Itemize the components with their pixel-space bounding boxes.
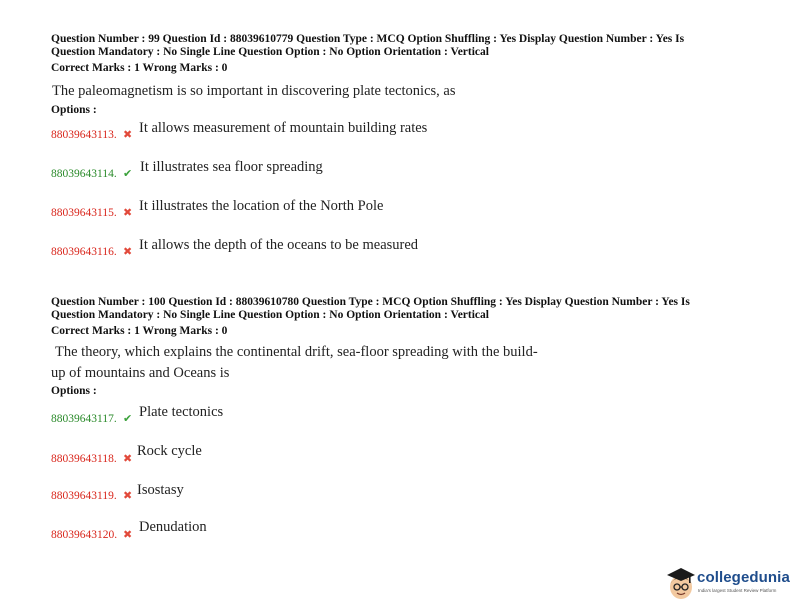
graduate-mascot-icon	[667, 568, 695, 599]
option-text: Plate tectonics	[139, 404, 224, 420]
marks-line: Correct Marks : 1 Wrong Marks : 0	[51, 62, 228, 74]
question-meta-line: Question Number : 99 Question Id : 88039610779 Question Type : MCQ Option Shuffling : Yes Display Question Number : Yes Is	[51, 33, 685, 45]
question-100-meta	[51, 296, 751, 338]
question-meta-line: Question Mandatory : No Single Line Question Option : No Option Orientation : Vertical	[51, 46, 489, 58]
options-label: Options :	[51, 385, 97, 397]
option-id: 88039643114.	[51, 168, 117, 180]
wrong-mark-icon: ✖	[123, 528, 133, 541]
brand-tagline: India's largest Student Review Platform	[698, 588, 777, 593]
option-text: It allows the depth of the oceans to be measured	[139, 237, 419, 253]
option-id: 88039643118.	[51, 453, 117, 465]
correct-check-icon: ✔	[123, 167, 133, 180]
option-text: Rock cycle	[137, 443, 202, 459]
wrong-mark-icon: ✖	[123, 206, 133, 219]
option-id: 88039643117.	[51, 413, 117, 425]
option-text: It illustrates the location of the North Pole	[139, 198, 384, 214]
wrong-mark-icon: ✖	[123, 452, 133, 465]
question-99-meta	[51, 33, 751, 75]
option-text: Denudation	[139, 519, 207, 535]
option-id: 88039643115.	[51, 207, 117, 219]
marks-line: Correct Marks : 1 Wrong Marks : 0	[51, 325, 228, 337]
option-id: 88039643116.	[51, 246, 117, 258]
question-stem: The paleomagnetism is so important in discovering plate tectonics, as	[52, 83, 456, 99]
wrong-mark-icon: ✖	[123, 128, 133, 141]
option-text: Isostasy	[137, 482, 184, 498]
question-meta-line: Question Number : 100 Question Id : 88039610780 Question Type : MCQ Option Shuffling : Yes Display Question Number : Yes Is	[51, 296, 690, 308]
option-text: It allows measurement of mountain building rates	[139, 120, 428, 136]
option-id: 88039643119.	[51, 490, 117, 502]
question-stem: up of mountains and Oceans is	[51, 365, 230, 381]
option-text: It illustrates sea floor spreading	[140, 159, 323, 175]
options-label: Options :	[51, 104, 97, 116]
option-id: 88039643113.	[51, 129, 117, 141]
question-stem: The theory, which explains the continental drift, sea-floor spreading with the build-	[55, 344, 538, 360]
brand-name: collegedunia	[697, 569, 790, 586]
wrong-mark-icon: ✖	[123, 489, 133, 502]
option-id: 88039643120.	[51, 529, 118, 541]
correct-check-icon: ✔	[123, 412, 133, 425]
question-meta-line: Question Mandatory : No Single Line Question Option : No Option Orientation : Vertical	[51, 309, 489, 321]
wrong-mark-icon: ✖	[123, 245, 133, 258]
